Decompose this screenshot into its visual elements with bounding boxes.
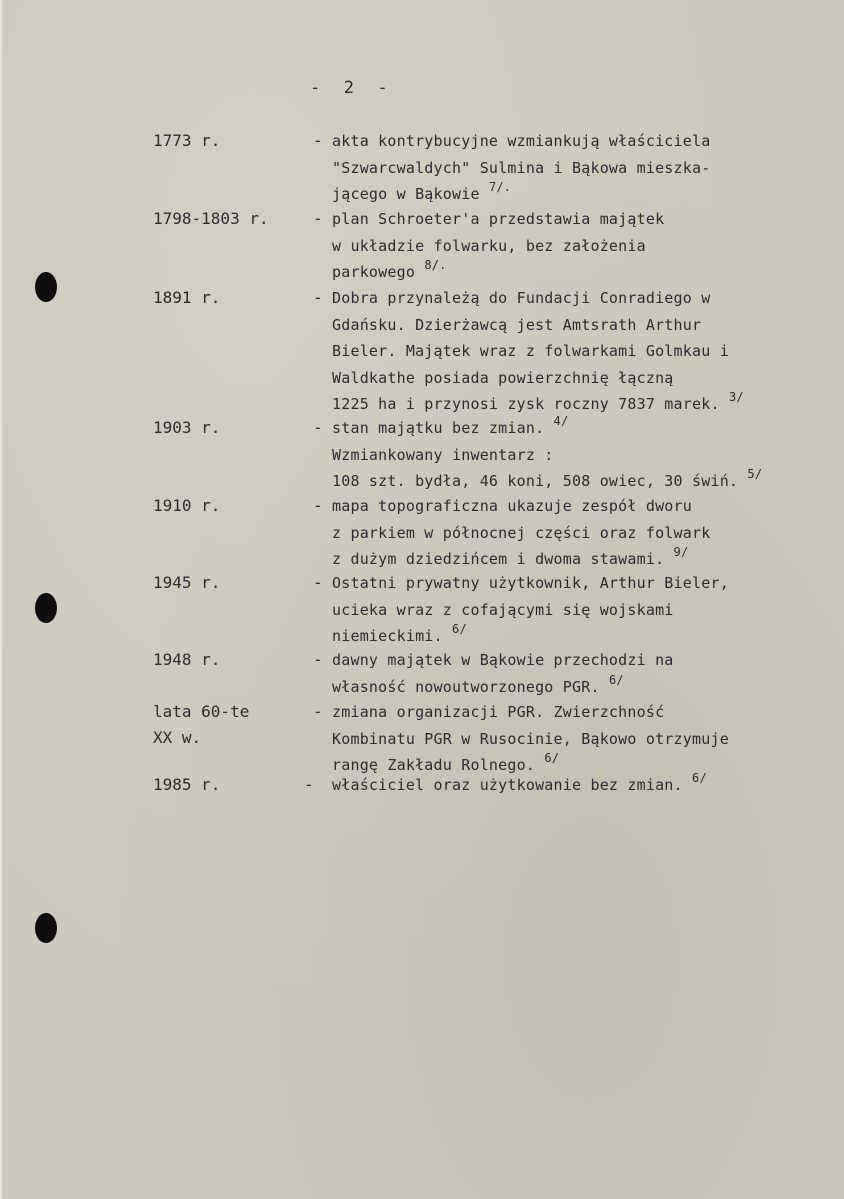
entry-dash: - (313, 418, 323, 437)
entry-line-text: rangę Zakładu Rolnego. (332, 756, 536, 774)
entry-text (332, 772, 707, 799)
entry-date-line: 1773 r. (153, 131, 221, 150)
page-number: - 2 - (310, 78, 389, 98)
footnote-ref: 6/ (692, 771, 707, 785)
entry-line-text: Gdańsku. Dzierżawcą jest Amtsrath Arthur (332, 315, 702, 334)
entry-line-text: parkowego (332, 263, 416, 281)
entry-text-line (332, 391, 744, 418)
entry-text-line (332, 570, 729, 597)
entry-date (153, 772, 220, 798)
entry-date (153, 285, 220, 311)
entry-text-line (332, 647, 674, 674)
entry-line-text: 108 szt. bydła, 46 koni, 508 owiec, 30 świń. (332, 472, 739, 490)
footnote-ref: 5/ (747, 467, 763, 481)
entry-line-text: Dobra przynależą do Fundacji Conradiego w (332, 289, 711, 307)
entry-date-line: 1945 r. (153, 573, 221, 592)
entry-text-line (332, 493, 710, 520)
entry-date-line: lata 60-te (153, 702, 250, 721)
entry-text-line (332, 520, 710, 547)
entry-text-line (332, 623, 729, 650)
entry-line-text: ucieka wraz z cofającymi się wojskami (332, 600, 674, 619)
entry-line-text: stan majątku bez zmian. (332, 419, 545, 437)
entry-line-text: plan Schroeter'a przedstawia majątek (332, 210, 665, 228)
entry-line-text: właściciel oraz użytkowanie bez zmian. (332, 776, 683, 794)
footnote-ref: 6/ (608, 672, 624, 687)
entry-line-text: Kombinatu PGR w Rusocinie, Bąkowo otrzymuje (332, 729, 729, 748)
entry-date (153, 647, 220, 673)
entry-date (153, 128, 220, 154)
entry-dash: - (313, 131, 323, 150)
entry-text-line (332, 442, 762, 469)
entry-date-line: XX w. (153, 728, 202, 747)
entry-line-text: akta kontrybucyjne wzmiankują właściciela (332, 132, 711, 150)
entry-text (332, 493, 710, 573)
entry-line-text: Ostatni prywatny użytkownik, Arthur Bieler, (332, 574, 729, 592)
entry-date-line: 1798-1803 r. (153, 209, 269, 228)
entry-dash: - (313, 573, 323, 592)
entry-line-text: 1225 ha i przynosi zysk roczny 7837 marek. (332, 395, 720, 413)
entry-text-line (332, 365, 744, 392)
entry-dash: - (304, 775, 314, 794)
footnote-ref: 9/ (673, 545, 689, 559)
entry-text (332, 415, 762, 495)
entry-date-line: 1891 r. (153, 288, 221, 307)
entry-text-line (332, 468, 762, 495)
entry-date (153, 493, 220, 519)
entry-date (153, 570, 220, 596)
entry-line-text: własność nowoutworzonego PGR. (332, 677, 600, 696)
entry-text (332, 285, 744, 418)
entry-date-line: 1910 r. (153, 496, 221, 515)
entry-dash: - (313, 288, 323, 307)
entry-text (332, 206, 664, 286)
entry-date-line: 1948 r. (153, 650, 221, 669)
entry-date-line: 1985 r. (153, 775, 221, 794)
entry-text-line (332, 546, 710, 573)
footnote-ref: 7/. (488, 180, 512, 194)
footnote-ref: 8/. (424, 258, 447, 272)
entry-date (153, 206, 269, 232)
entry-text-line (332, 285, 744, 312)
entry-line-text: z dużym dziedzińcem i dwoma stawami. (332, 550, 665, 568)
entry-line-text: z parkiem w północnej części oraz folwark (332, 523, 711, 542)
entry-dash: - (313, 650, 323, 669)
entry-text-line (332, 772, 707, 799)
entry-text (332, 570, 729, 650)
entry-line-text: niemieckimi. (332, 627, 443, 645)
entry-line-text: Waldkathe posiada powierzchnię łączną (332, 368, 674, 387)
entry-text-line (332, 206, 664, 233)
entry-text-line (332, 155, 710, 182)
entry-line-text: zmiana organizacji PGR. Zwierzchność (332, 703, 665, 721)
entry-date (153, 415, 220, 441)
entry-text-line (332, 674, 674, 701)
entry-line-text: Wzmiankowany inwentarz : (332, 445, 554, 464)
entry-text-line (332, 312, 744, 339)
entry-text-line (332, 726, 729, 753)
entry-text (332, 647, 674, 700)
entry-dash: - (313, 209, 323, 228)
entry-date (153, 699, 249, 751)
footnote-ref: 6/ (452, 622, 467, 636)
punch-hole (35, 272, 57, 302)
punch-hole (35, 593, 57, 623)
entry-line-text: jącego w Bąkowie (332, 185, 480, 203)
entry-line-text: mapa topograficzna ukazuje zespół dworu (332, 497, 692, 515)
entry-text (332, 128, 710, 208)
entry-text-line (332, 233, 664, 260)
entry-text-line (332, 597, 729, 624)
entry-date-line: 1903 r. (153, 418, 221, 437)
entry-text-line (332, 181, 710, 208)
footnote-ref: 6/ (544, 751, 560, 765)
entry-line-text: "Szwarcwaldych" Sulmina i Bąkowa mieszka- (332, 158, 711, 177)
entry-line-text: Bieler. Majątek wraz z folwarkami Golmkau i (332, 342, 729, 360)
entry-dash: - (313, 496, 323, 515)
footnote-ref: 4/ (553, 414, 569, 428)
entry-text-line (332, 415, 762, 442)
entry-line-text: w układzie folwarku, bez założenia (332, 236, 646, 255)
entry-text (332, 699, 729, 779)
entry-text-line (332, 128, 710, 155)
punch-hole (35, 913, 57, 943)
entry-dash: - (313, 702, 323, 721)
entry-text-line (332, 259, 664, 286)
footnote-ref: 3/ (728, 390, 744, 404)
entry-line-text: dawny majątek w Bąkowie przechodzi na (332, 651, 674, 669)
entry-text-line (332, 699, 729, 726)
entry-text-line (332, 338, 744, 365)
